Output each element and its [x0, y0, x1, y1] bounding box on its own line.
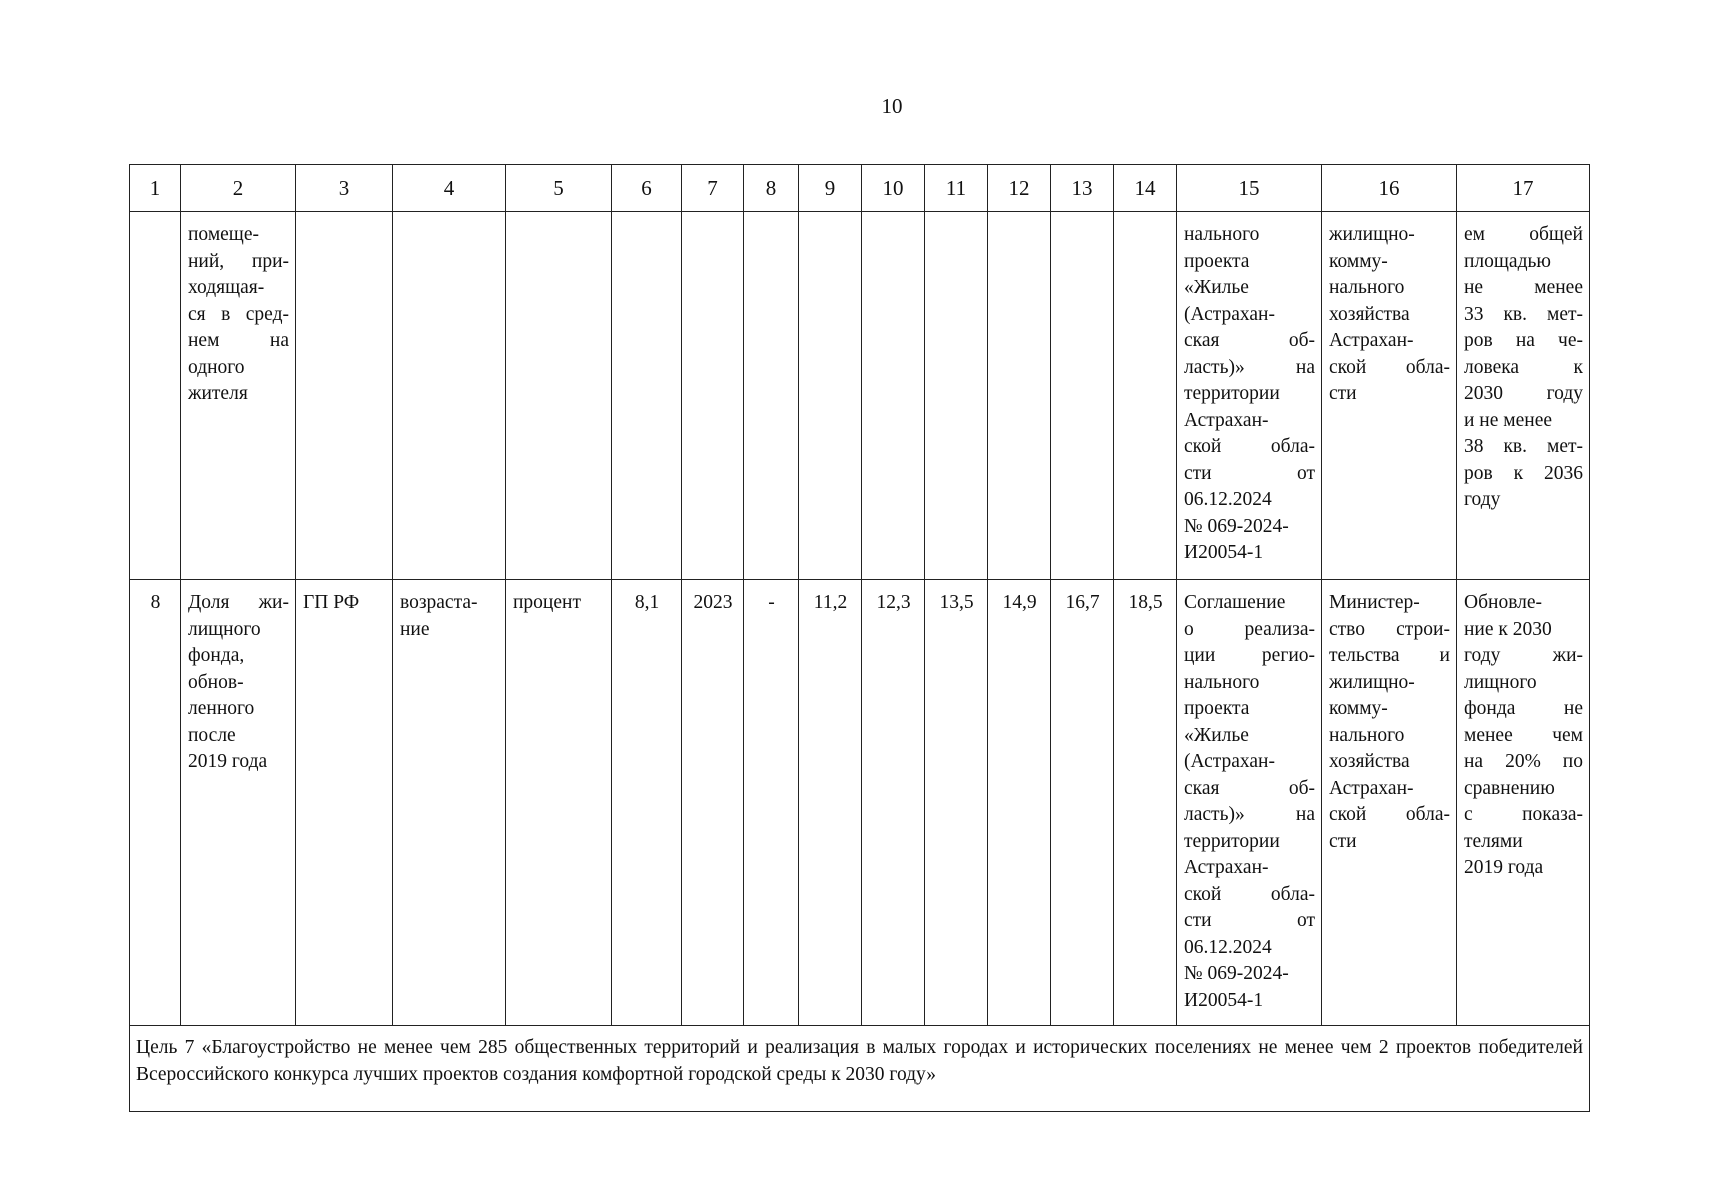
text-line: ров к 2036 [1464, 462, 1583, 484]
column-header: 16 [1322, 165, 1457, 212]
text-line: жителя [188, 383, 248, 404]
cell-value: 11,2 [799, 580, 862, 1026]
cell-unit: процент [506, 580, 612, 1026]
text-line: обнов- [188, 671, 244, 693]
indicators-table-container [129, 164, 1583, 1112]
text-line: нального [1329, 724, 1405, 746]
cell-value: - [744, 580, 799, 1026]
cell-responsible [1322, 212, 1457, 580]
text-line: ской обла- [1329, 356, 1450, 378]
text-line: Астрахан- [1329, 330, 1414, 351]
cell-value: 12,3 [862, 580, 925, 1026]
column-header: 11 [925, 165, 988, 212]
text-line: после [188, 724, 236, 746]
cell-trend [393, 580, 506, 1026]
text-line: 2019 года [188, 751, 268, 772]
cell-empty [296, 212, 393, 580]
text-line: Министер- [1329, 592, 1420, 613]
text-line: сти [1329, 383, 1357, 404]
text-line: (Астрахан- [1184, 751, 1275, 772]
text-line: сти от [1184, 462, 1315, 484]
text-line: лищного [1464, 671, 1537, 693]
text-line: Обновле- [1464, 592, 1543, 613]
column-header: 13 [1051, 165, 1114, 212]
text-line: ской обла- [1184, 436, 1315, 457]
cell-empty [1114, 212, 1177, 580]
column-header: 4 [393, 165, 506, 212]
cell-source: ГП РФ [296, 580, 393, 1026]
text-line: ленного [188, 698, 255, 719]
text-line: ем общей [1464, 224, 1583, 245]
column-header: 1 [130, 165, 181, 212]
text-line: Астрахан- [1184, 857, 1269, 878]
text-line: нального [1184, 224, 1260, 245]
text-line: ловека к [1464, 356, 1583, 378]
text-line: нем на [188, 330, 289, 351]
cell-note [1457, 580, 1590, 1026]
text-line: Астрахан- [1329, 777, 1414, 799]
text-line: не менее [1464, 277, 1583, 298]
cell-base-value: 8,1 [612, 580, 682, 1026]
column-header: 3 [296, 165, 393, 212]
cell-empty [393, 212, 506, 580]
text-line: нального [1184, 671, 1260, 693]
text-line: территории [1184, 830, 1280, 852]
column-header: 17 [1457, 165, 1590, 212]
cell-empty [925, 212, 988, 580]
goal-row [130, 1026, 1590, 1112]
text-line: ние [400, 618, 430, 640]
cell-empty [1051, 212, 1114, 580]
text-line: хозяйства [1329, 303, 1410, 325]
text-line: 33 кв. мет- [1464, 303, 1583, 325]
column-header: 10 [862, 165, 925, 212]
text-line: № 069-2024- [1184, 515, 1289, 537]
column-header: 2 [181, 165, 296, 212]
cell-empty [799, 212, 862, 580]
text-line: хозяйства [1329, 751, 1410, 772]
text-line: проекта [1184, 250, 1250, 272]
column-header: 5 [506, 165, 612, 212]
cell-empty [988, 212, 1051, 580]
text-line: менее чем [1464, 724, 1583, 746]
cell-base-year: 2023 [682, 580, 744, 1026]
text-line: ская об- [1184, 777, 1315, 799]
cell-value: 14,9 [988, 580, 1051, 1026]
cell-value: 18,5 [1114, 580, 1177, 1026]
column-header: 8 [744, 165, 799, 212]
cell-empty [862, 212, 925, 580]
column-header: 14 [1114, 165, 1177, 212]
text-line: «Жилье [1184, 277, 1249, 298]
text-line: и не менее [1464, 409, 1553, 431]
text-line: комму- [1329, 698, 1388, 719]
text-line: на 20% по [1464, 751, 1583, 772]
cell-empty [612, 212, 682, 580]
cell-value: 16,7 [1051, 580, 1114, 1026]
cell-note [1457, 212, 1590, 580]
column-header: 6 [612, 165, 682, 212]
cell-responsible [1322, 580, 1457, 1026]
text-line: с показа- [1464, 804, 1583, 825]
cell-empty [506, 212, 612, 580]
text-line: И20054-1 [1184, 989, 1264, 1011]
cell-indicator-name [181, 580, 296, 1026]
table-row-continued [130, 212, 1590, 580]
text-line: № 069-2024- [1184, 963, 1289, 984]
cell-empty [682, 212, 744, 580]
text-line: проекта [1184, 698, 1250, 719]
text-line: площадью [1464, 250, 1551, 272]
column-header: 7 [682, 165, 744, 212]
text-line: (Астрахан- [1184, 303, 1275, 325]
text-line: 06.12.2024 [1184, 936, 1272, 958]
text-line: Соглашение [1184, 592, 1286, 613]
column-header: 9 [799, 165, 862, 212]
text-line: фонда, [188, 645, 245, 666]
text-line: ласть)» на [1184, 356, 1315, 378]
text-line: тельства и [1329, 645, 1450, 666]
text-line: сти [1329, 830, 1357, 852]
text-line: ласть)» на [1184, 804, 1315, 825]
text-line: 2019 года [1464, 857, 1544, 878]
column-number-row [130, 165, 1590, 212]
text-line: году жи- [1464, 645, 1583, 666]
text-line: сравнению [1464, 777, 1555, 799]
text-line: одного [188, 356, 245, 378]
text-line: ции регио- [1184, 645, 1315, 666]
text-line: фонда не [1464, 698, 1583, 719]
text-line: ся в сред- [188, 303, 289, 325]
indicators-table [129, 164, 1590, 1112]
cell-indicator-name [181, 212, 296, 580]
cell-value: 13,5 [925, 580, 988, 1026]
text-line: ской обла- [1329, 804, 1450, 825]
text-line: комму- [1329, 250, 1388, 272]
text-line: сти от [1184, 910, 1315, 931]
text-line: 06.12.2024 [1184, 489, 1272, 510]
text-line: территории [1184, 383, 1280, 404]
text-line: ние к 2030 [1464, 618, 1552, 640]
text-line: 38 кв. мет- [1464, 436, 1583, 457]
cell-document [1177, 212, 1322, 580]
cell-empty [744, 212, 799, 580]
text-line: «Жилье [1184, 724, 1249, 746]
text-line: ний, при- [188, 250, 289, 272]
cell-number-empty [130, 212, 181, 580]
text-line: лищного [188, 618, 261, 640]
text-line: нального [1329, 277, 1405, 298]
column-header: 12 [988, 165, 1051, 212]
text-line: И20054-1 [1184, 542, 1264, 563]
text-line: ской обла- [1184, 883, 1315, 905]
text-line: помеще- [188, 224, 259, 245]
cell-document [1177, 580, 1322, 1026]
text-line: ходящая- [188, 277, 265, 298]
text-line: ров на че- [1464, 330, 1583, 351]
text-line: телями [1464, 830, 1523, 852]
text-line: ство строи- [1329, 618, 1450, 640]
table-row-indicator-8 [130, 580, 1590, 1026]
text-line: жилищно- [1329, 224, 1415, 245]
text-line: Астрахан- [1184, 409, 1269, 431]
text-line: о реализа- [1184, 618, 1315, 640]
text-line: Доля жи- [188, 592, 289, 613]
text-line: году [1464, 489, 1501, 510]
text-line: 2030 году [1464, 383, 1583, 404]
text-line: возраста- [400, 592, 478, 613]
text-line: жилищно- [1329, 671, 1415, 693]
goal-text: Цель 7 «Благоустройство не менее чем 285 общественных территорий и реализация в малых городах и исторических поселениях не менее чем 2 проектов победителей Всероссийского конкурса лучших проектов создания комфортной городской среды к 2030 году» [130, 1026, 1590, 1112]
page-number: 10 [881, 94, 903, 118]
text-line: ская об- [1184, 330, 1315, 351]
column-header: 15 [1177, 165, 1322, 212]
cell-number: 8 [130, 580, 181, 1026]
